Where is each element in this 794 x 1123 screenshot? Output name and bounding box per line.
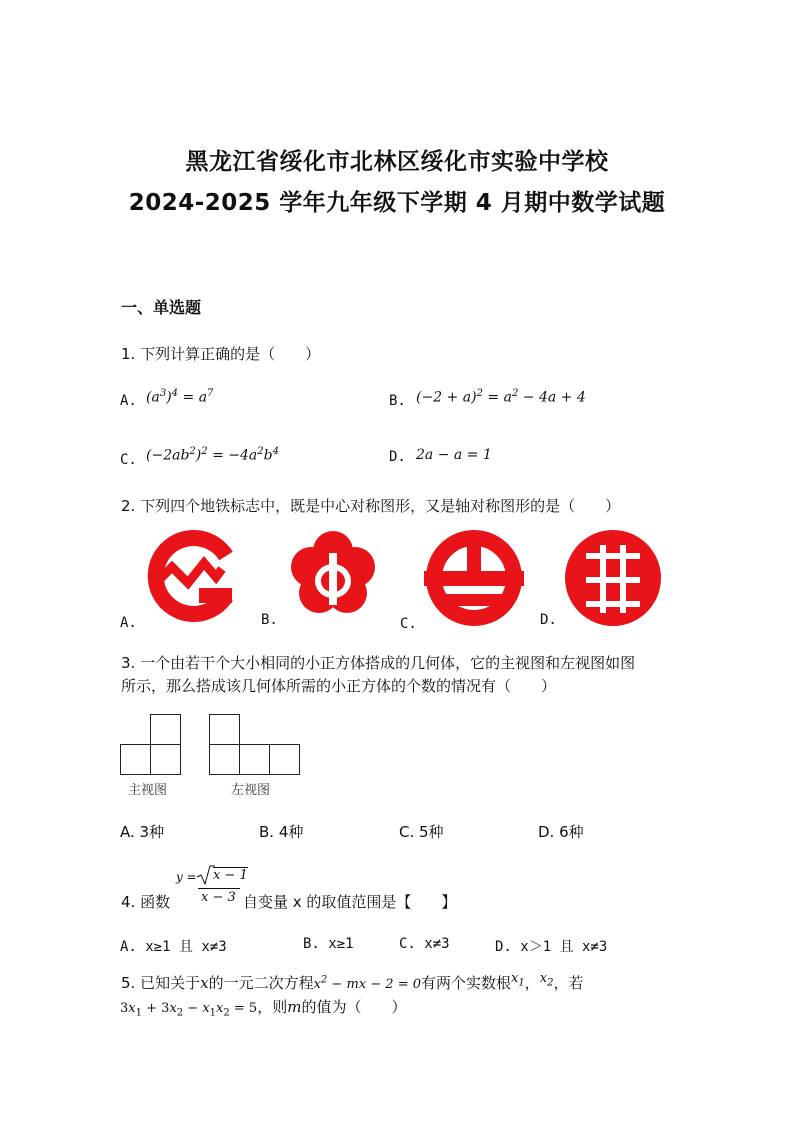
q5-text-part-3: 有两个实数根 xyxy=(421,974,512,992)
q5-line-1: 5. 已知关于x的一元二次方程$x^2$ − mx − 2 = 0有两个实数根$^{x_1}$，$^{x_2}$，若 xyxy=(121,971,584,992)
q4-option-d: D. x＞1 且 x≠3 xyxy=(495,939,608,955)
q3-caption-left-view: 左视图 xyxy=(231,783,271,798)
q5-condition-formula: $3x_1 + 3x_2 - x_1x_2 = 5$ xyxy=(120,1001,258,1019)
section-heading: 一、单选题 xyxy=(121,298,202,317)
q1-option-d-formula: 2a − a = 1 xyxy=(416,447,492,463)
q3-stem-line-1: 3. 一个由若干个大小相同的小正方体搭成的几何体，它的主视图和左视图如图 xyxy=(121,654,636,672)
q2-option-c-label: C. xyxy=(400,616,417,632)
q3-option-d: D. 6种 xyxy=(538,823,584,841)
q5-text-part-6: 的值为（ ） xyxy=(301,998,407,1016)
q3-views-figure xyxy=(119,713,303,777)
q5-text-part-1: 5. 已知关于 xyxy=(121,974,201,992)
q1-option-b-label: B. xyxy=(389,393,406,409)
q1-option-a-formula: $(a^3)^4 = a^7$ xyxy=(146,388,214,406)
q5-text-part-2: 的一元二次方程 xyxy=(208,974,314,992)
q3-option-c: C. 5种 xyxy=(399,823,444,841)
q4-option-b: B. x≥1 xyxy=(303,936,354,952)
q2-option-d-label: D. xyxy=(540,612,557,628)
q5-equation: $x^2$ − mx − 2 = 0 xyxy=(313,974,421,992)
q5-text-part-4: ，若 xyxy=(553,974,584,992)
q1-option-b-formula: $(-2 + a)^2 = a^2 - 4a + 4$ xyxy=(416,388,586,406)
q1-stem: 1. 下列计算正确的是（ ） xyxy=(121,345,321,363)
q3-option-b: B. 4种 xyxy=(259,823,304,841)
subway-logo-b-icon xyxy=(287,527,379,619)
q4-option-c: C. x≠3 xyxy=(399,936,450,952)
q1-option-a-label: A. xyxy=(120,393,137,409)
q1-option-d-label: D. xyxy=(389,449,406,465)
q1-option-c-formula: $(-2ab^2)^2 = -4a^2b^4$ xyxy=(146,446,279,464)
document-title-line-1: 黑龙江省绥化市北林区绥化市实验中学校 xyxy=(185,149,609,175)
q2-stem: 2. 下列四个地铁标志中，既是中心对称图形，又是轴对称图形的是（ ） xyxy=(121,497,621,515)
q3-caption-front-view: 主视图 xyxy=(128,783,168,798)
q5-line-2: $3x_1 + 3x_2 - x_1x_2 = 5$，则m的值为（ ） xyxy=(120,998,407,1019)
q1-option-c-label: C. xyxy=(120,452,137,468)
q4-option-a: A. x≥1 且 x≠3 xyxy=(120,939,227,955)
subway-logo-a-icon xyxy=(146,529,240,623)
q3-stem-line-2: 所示，那么搭成该几何体所需的小正方体的个数的情况有（ ） xyxy=(121,677,557,695)
sqrt-sign-icon xyxy=(195,864,215,886)
q3-option-a: A. 3种 xyxy=(120,823,165,841)
q4-function-formula: y = x − 1 x − 3 xyxy=(176,864,242,910)
document-title-line-2: 2024-2025 学年九年级下学期 4 月期中数学试题 xyxy=(128,190,666,216)
q5-text-part-5: ，则 xyxy=(257,998,288,1016)
q4-prefix: 4. 函数 xyxy=(121,893,171,911)
q4-suffix: 自变量 x 的取值范围是【 】 xyxy=(243,893,457,911)
q2-option-a-label: A. xyxy=(120,615,137,631)
subway-logo-c-icon xyxy=(424,528,524,628)
q2-option-b-label: B. xyxy=(261,612,278,628)
subway-logo-d-icon xyxy=(564,529,662,627)
